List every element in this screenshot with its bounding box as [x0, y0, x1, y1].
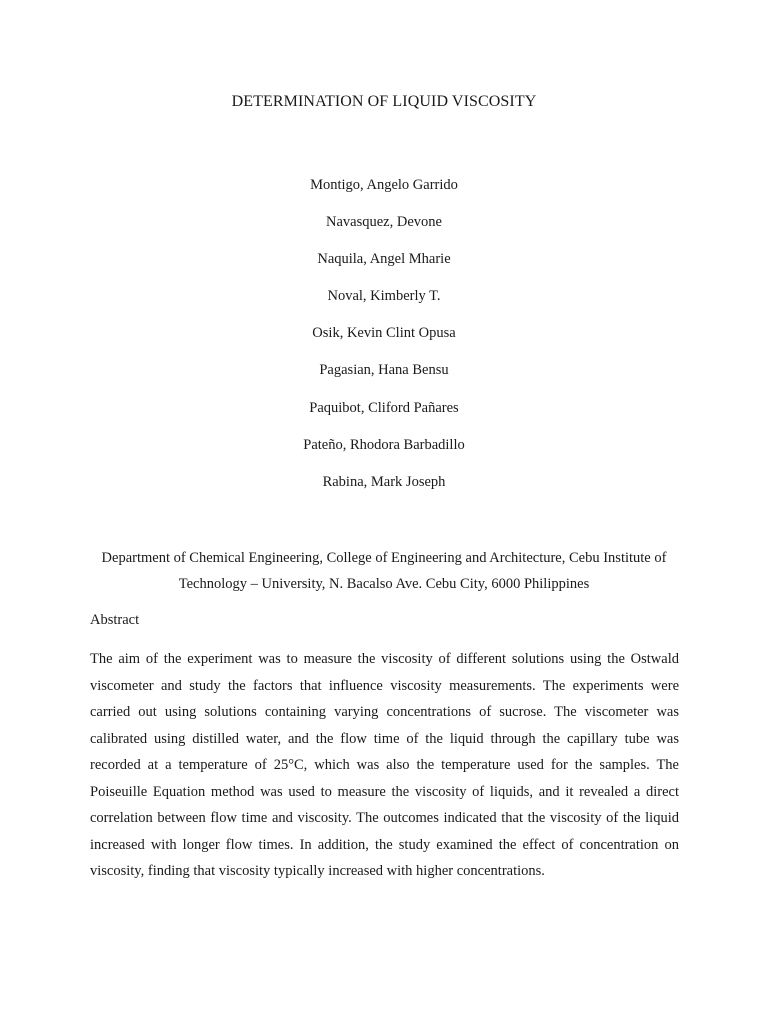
abstract-heading: Abstract — [90, 612, 140, 628]
author-name: Pateño, Rhodora Barbadillo — [303, 436, 465, 453]
author-name: Pagasian, Hana Bensu — [319, 362, 449, 379]
author-name: Osik, Kevin Clint Opusa — [312, 325, 456, 342]
paper-title: DETERMINATION OF LIQUID VISCOSITY — [231, 93, 537, 110]
author-name: Naquila, Angel Mharie — [317, 251, 451, 268]
author-name: Noval, Kimberly T. — [327, 288, 441, 305]
author-name: Navasquez, Devone — [326, 214, 442, 231]
abstract-body: The aim of the experiment was to measure the viscosity of different solutions using the Ostwald viscometer and study the factors that influence viscosity measurements. The experiments were carried out using solutions containing varying concentrations of sucrose. The viscometer was calibrated using distilled water, and the flow time of the liquid through the capillary tube was recorded at a temperature of 25°C, which was also the temperature used for the samples. The Poiseuille Equation method was used to measure the viscosity of liquids, and it revealed a direct correlation between flow time and viscosity. The outcomes indicated that the viscosity of the liquid increased with longer flow times. In addition, the study examined the effect of concentration on viscosity, finding that viscosity typically increased with higher concentrations. — [90, 651, 679, 879]
author-list — [0, 173, 768, 507]
author-name: Rabina, Mark Joseph — [322, 473, 446, 490]
author-name: Montigo, Angelo Garrido — [310, 177, 458, 193]
author-name: Paquibot, Cliford Pañares — [309, 399, 459, 416]
affiliation: Department of Chemical Engineering, College of Engineering and Architecture, Cebu Institute of Technology – University, N. Bacalso Ave. Cebu City, 6000 Philippines — [101, 550, 667, 592]
